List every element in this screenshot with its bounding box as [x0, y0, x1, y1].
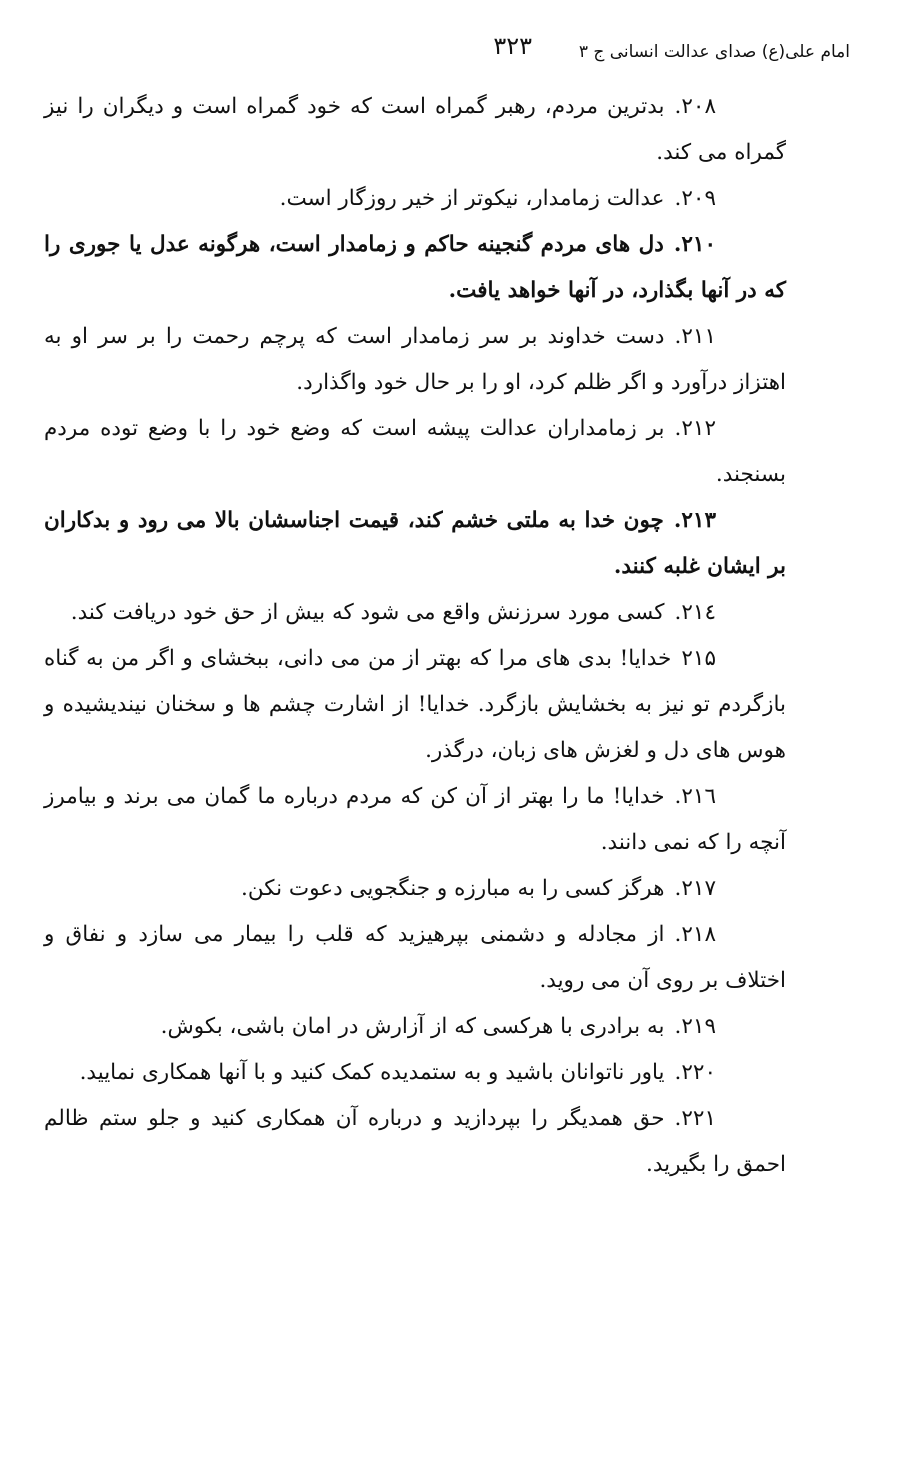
- saying-number: ۲۱۰.: [673, 232, 716, 257]
- saying-text: دل های مردم گنجینه حاکم و زمامدار است، هرگونه عدل یا جوری را که در آنها بگذارد، در آنها خواهد یافت.: [44, 232, 786, 303]
- saying-219: [44, 1004, 786, 1050]
- saying-text: بدترین مردم، رهبر گمراه است که خود گمراه است و دیگران را نیز گمراه می کند.: [44, 94, 786, 165]
- saying-text: عدالت زمامدار، نیکوتر از خیر روزگار است.: [279, 186, 665, 211]
- saying-214: [44, 590, 786, 636]
- saying-text: از مجادله و دشمنی بپرهیزید که قلب را بیمار می سازد و نفاق و اختلاف بر روی آن می روید.: [44, 922, 786, 993]
- saying-216: [44, 774, 786, 866]
- saying-number: ۲۱۱.: [674, 324, 716, 349]
- saying-213: [44, 498, 786, 590]
- saying-211: [44, 314, 786, 406]
- saying-text: یاور ناتوانان باشید و به ستمدیده کمک کنید و با آنها همکاری نمایید.: [79, 1060, 665, 1085]
- saying-text: به برادری با هرکسی که از آزارش در امان باشی، بکوش.: [160, 1014, 665, 1039]
- saying-text: خدایا! بدی های مرا که بهتر از من می دانی، ببخشای و اگر من به گناه بازگردم تو نیز به بخشایش بازگرد. خدایا! از اشارت چشم ها و سخنان نیندیشیده و هوس های دل و لغزش های زبان، درگذر.: [44, 646, 786, 763]
- saying-number: ۲۱۷.: [674, 876, 716, 901]
- saying-text: هرگز کسی را به مبارزه و جنگجویی دعوت نکن.: [241, 876, 665, 901]
- saying-number: ۲۱۲.: [674, 416, 716, 441]
- saying-text: دست خداوند بر سر زمامدار است که پرچم رحمت را بر سر او به اهتزاز درآورد و اگر ظلم کرد، او را بر حال خود واگذارد.: [44, 324, 786, 395]
- saying-215: [44, 636, 786, 774]
- saying-217: [44, 866, 786, 912]
- page-header: [40, 30, 850, 66]
- saying-number: ۲۱٦.: [674, 784, 716, 809]
- saying-number: ۲۰۹.: [674, 186, 716, 211]
- saying-number: ۲۱۳.: [673, 508, 716, 533]
- saying-text: بر زمامداران عدالت پیشه است که وضع خود را با وضع توده مردم بسنجند.: [44, 416, 786, 487]
- saying-number: ۲۲۰.: [674, 1060, 716, 1085]
- saying-number: ۲۲۱.: [674, 1106, 716, 1131]
- saying-210: [44, 222, 786, 314]
- page-number: ۳۲۳: [493, 32, 532, 60]
- saying-number: ۲۱۹.: [674, 1014, 716, 1039]
- saying-218: [44, 912, 786, 1004]
- saying-text: خدایا! ما را بهتر از آن کن که مردم درباره ما گمان می برند و بیامرز آنچه را که نمی دانند.: [44, 784, 786, 855]
- saying-number: ۲۰۸.: [674, 94, 716, 119]
- saying-text: کسی مورد سرزنش واقع می شود که بیش از حق خود دریافت کند.: [70, 600, 665, 625]
- running-title: امام علی(ع) صدای عدالت انسانی ج ۳: [578, 42, 850, 62]
- saying-number: ۲۱۵: [681, 646, 716, 671]
- saying-208: [44, 84, 786, 176]
- saying-212: [44, 406, 786, 498]
- saying-221: [44, 1096, 786, 1188]
- saying-number: ۲۱۸.: [674, 922, 716, 947]
- saying-text: چون خدا به ملتی خشم کند، قیمت اجناسشان بالا می رود و بدکاران بر ایشان غلبه کنند.: [44, 508, 786, 579]
- saying-text: حق همدیگر را بپردازید و درباره آن همکاری کنید و جلو ستم ظالم احمق را بگیرید.: [44, 1106, 786, 1177]
- saying-220: [44, 1050, 786, 1096]
- saying-209: [44, 176, 786, 222]
- document-body: [44, 84, 786, 1188]
- saying-number: ۲۱٤.: [674, 600, 716, 625]
